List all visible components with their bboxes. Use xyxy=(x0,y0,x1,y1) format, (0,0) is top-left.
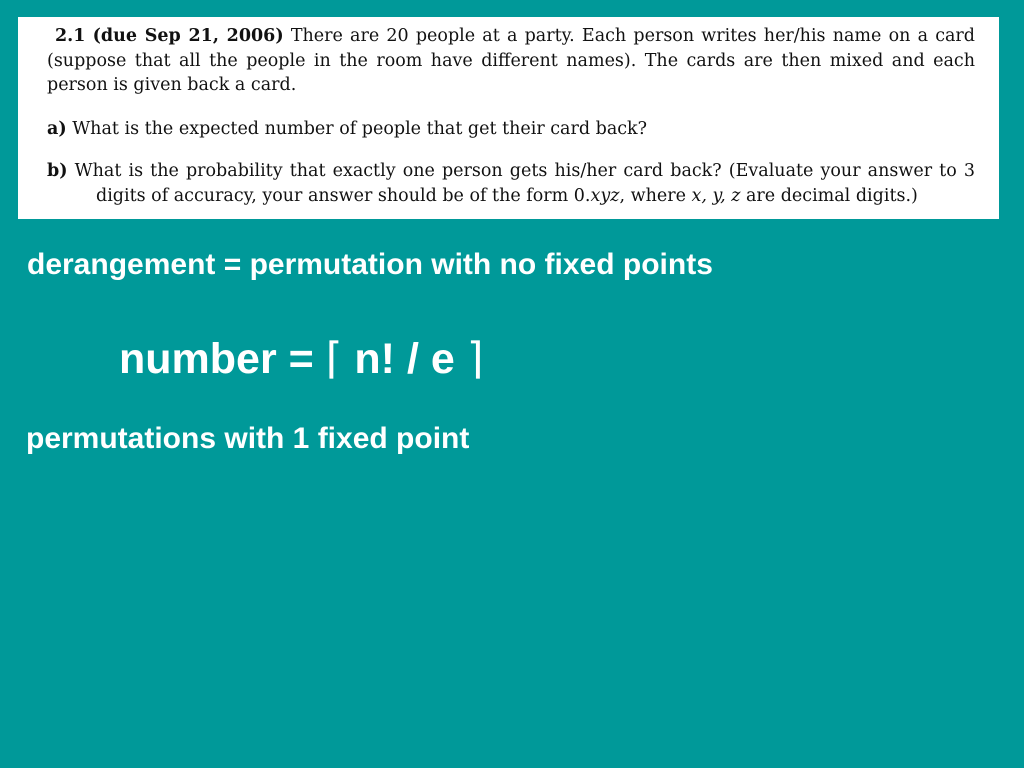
problem-due-date: (due Sep 21, 2006) xyxy=(92,26,284,46)
number-label: number = xyxy=(119,335,326,383)
problem-intro-text: There are 20 people at a party. Each person writes her/his name on a card (suppose that all the people in the room have different names). The cards are then mixed and each person is given back a card. xyxy=(47,26,975,95)
part-a-label: a) xyxy=(47,118,67,139)
left-ceiling-bracket: ⌈ xyxy=(325,335,343,383)
derangement-definition: derangement = permutation with no fixed points xyxy=(27,248,713,281)
part-b-vars: x, y, z xyxy=(691,185,741,206)
part-b-text-2: , where xyxy=(619,185,692,206)
problem-statement-card xyxy=(18,17,999,219)
derangement-count-formula xyxy=(119,334,483,384)
formula-expression: n! / e xyxy=(342,335,467,383)
problem-part-b xyxy=(47,159,975,208)
part-b-text-1: What is the probability that exactly one person gets his/her card back? (Evaluate your answer to 3 digits of accuracy, your answer should be of the form 0. xyxy=(67,161,975,206)
part-a-text: What is the expected number of people that get their card back? xyxy=(66,118,648,139)
problem-intro xyxy=(47,24,975,98)
problem-part-a xyxy=(47,117,975,142)
part-b-text-3: are decimal digits.) xyxy=(740,185,918,206)
part-b-xyz: xyz xyxy=(590,185,620,206)
fixed-point-heading: permutations with 1 fixed point xyxy=(26,422,470,455)
right-ceiling-bracket: ⌉ xyxy=(466,335,484,383)
part-b-label: b) xyxy=(47,161,68,181)
problem-number: 2.1 xyxy=(55,26,86,46)
